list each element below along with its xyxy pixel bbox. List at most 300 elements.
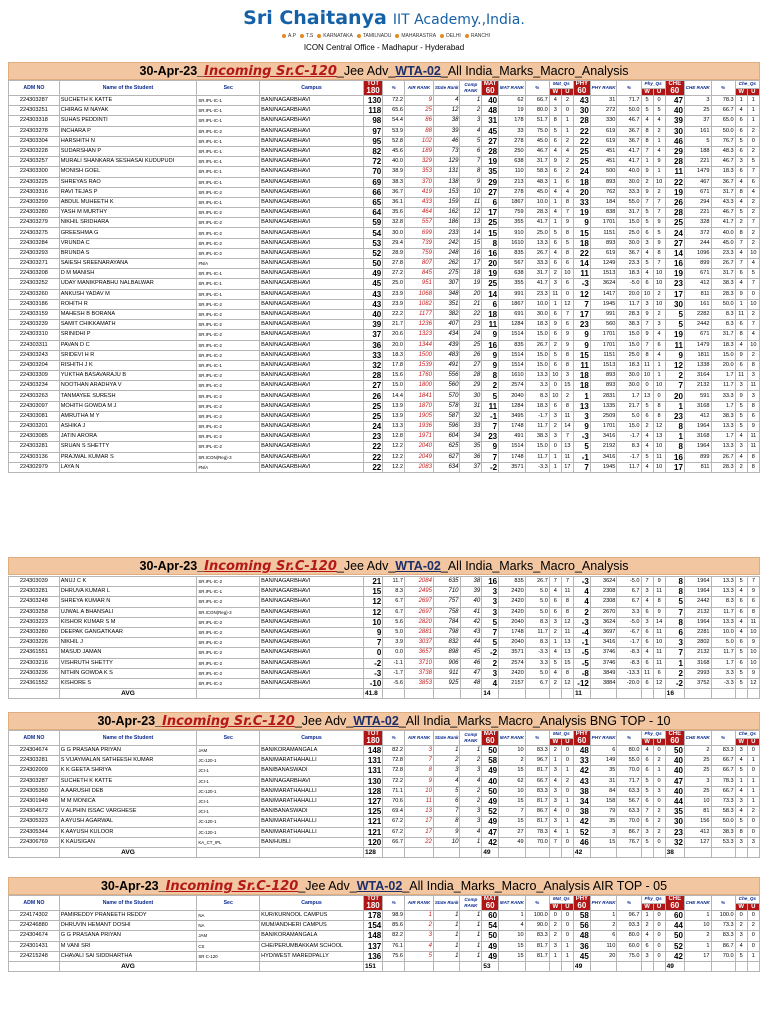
cell: 757 [433, 597, 460, 607]
cell: 66.7 [711, 106, 735, 116]
student-row [9, 96, 760, 106]
cell: 0 [561, 837, 573, 847]
cell: 4 [735, 248, 747, 258]
cell: SR.IPL-IC-2 [197, 648, 260, 658]
cell: 634 [433, 462, 460, 472]
cell: 22 [573, 126, 590, 136]
cell: 5 [735, 401, 747, 411]
cell: 18.3 [711, 340, 735, 350]
cell: 23 [665, 827, 684, 837]
cell: 42 [482, 837, 499, 847]
cell: 11.7 [711, 381, 735, 391]
cell: 0 [747, 766, 759, 776]
cell: 40 [665, 766, 684, 776]
cell: 49 [482, 766, 499, 776]
cell: 0 [549, 911, 561, 921]
cell: 26 [460, 350, 482, 360]
cell: 491 [499, 432, 526, 442]
cell: 8 [561, 228, 573, 238]
cell: 19 [573, 208, 590, 218]
cell: 47 [665, 96, 684, 106]
col-mat [482, 896, 499, 911]
cell: SHREYAS RAO [59, 177, 197, 187]
cell: 1 [460, 921, 482, 931]
cell: 13 [653, 432, 665, 442]
cell: 66.7 [711, 756, 735, 766]
cell: 3 [482, 668, 499, 678]
cell: 15.0 [617, 422, 641, 432]
cell: 464 [404, 208, 433, 218]
cell: 4 [641, 597, 653, 607]
cell: 7 [549, 577, 561, 587]
cell: 32.8 [383, 218, 405, 228]
cell: 25.0 [617, 228, 641, 238]
cell: BAN/NAGARBHAVI [260, 136, 364, 146]
cell: 38.3 [525, 432, 549, 442]
cell: 3 [735, 157, 747, 167]
col-tot-max: 180 [366, 86, 380, 95]
cell: 2802 [684, 638, 711, 648]
cell: -8 [573, 668, 590, 678]
cell: 7 [747, 320, 759, 330]
cell: 50.0 [711, 817, 735, 827]
cell: 9 [653, 607, 665, 617]
cell: 951 [404, 279, 433, 289]
col-che-max: 60 [670, 736, 680, 745]
cell: SR.ICON(Reg)-3 [197, 452, 260, 462]
cell: 224303248 [9, 597, 60, 607]
cell: 6 [590, 931, 617, 941]
cell: 5 [735, 668, 747, 678]
cell: 22 [363, 462, 382, 472]
cell: BAN/NAGARBHAVI [260, 452, 364, 462]
cell: BAN/NAGARBHAVI [260, 638, 364, 648]
cell: 50 [363, 259, 382, 269]
cell: 33 [573, 756, 590, 766]
cell: 27 [363, 381, 382, 391]
cell: BAN/NAGARBHAVI [260, 422, 364, 432]
cell: 224303085 [9, 432, 60, 442]
cell: 30 [665, 126, 684, 136]
cell: 2 [549, 746, 561, 756]
cell: 13.9 [383, 401, 405, 411]
cell: 12.2 [383, 452, 405, 462]
col-phy-pct: % [617, 731, 641, 746]
cell: 28.3 [711, 462, 735, 472]
cell: 33 [363, 350, 382, 360]
cell: 58 [482, 756, 499, 766]
cell: SR.IPL-IC-2 [197, 401, 260, 411]
cell: 25.0 [383, 279, 405, 289]
cell: 224303251 [9, 106, 60, 116]
cell: -3 [573, 617, 590, 627]
cell: 31.7 [711, 330, 735, 340]
cell: 6 [641, 411, 653, 421]
cell: 491 [433, 360, 460, 370]
cell: 15.0 [525, 330, 549, 340]
cell: 9 [641, 187, 653, 197]
student-row [9, 360, 760, 370]
cell: 46 [665, 136, 684, 146]
cell: 38.3 [617, 320, 641, 330]
cell: 0 [747, 817, 759, 827]
cell: -12 [573, 678, 590, 688]
cell: 43 [573, 776, 590, 786]
student-row [9, 238, 760, 248]
cell: BAN/BANASWADI [260, 766, 364, 776]
cell: 186 [433, 218, 460, 228]
cell: 11 [549, 289, 561, 299]
cell: A AARUSHI DEB [59, 786, 197, 796]
cell: 7 [482, 422, 499, 432]
cell: 3697 [590, 627, 617, 637]
cell: 49 [482, 951, 499, 961]
state-dot-icon [465, 34, 469, 38]
cell: GREESHMA G [59, 228, 197, 238]
cell: K K GEETA SHRIYA [59, 766, 197, 776]
cell: 40 [665, 106, 684, 116]
avg-empty [561, 689, 573, 699]
cell: 3853 [404, 678, 433, 688]
cell: 8 [735, 228, 747, 238]
cell: 2 [747, 197, 759, 207]
cell: 5 [735, 951, 747, 961]
cell: 11 [561, 627, 573, 637]
cell: 100.0 [711, 911, 735, 921]
cell: 8 [549, 116, 561, 126]
cell: 5 [665, 597, 684, 607]
col-phy-label: PHY [575, 896, 589, 902]
cell: 2281 [684, 627, 711, 637]
cell: 4 [460, 776, 482, 786]
cell: 4 [482, 678, 499, 688]
col-name: Name of the Student [59, 896, 197, 911]
cell: 3571 [499, 462, 526, 472]
cell: 10 [653, 299, 665, 309]
cell: 82.2 [383, 931, 405, 941]
cell: 38 [460, 577, 482, 587]
cell: 0.0 [383, 648, 405, 658]
cell: 7 [460, 157, 482, 167]
cell: 38.3 [711, 827, 735, 837]
cell: 4 [499, 921, 526, 931]
cell: 8 [404, 766, 433, 776]
cell: 3 [433, 766, 460, 776]
cell: 17 [482, 208, 499, 218]
cell: SR.IPL-IC-1 [197, 177, 260, 187]
student-row [9, 279, 760, 289]
col-che-max: 60 [670, 86, 680, 95]
avg-empty [433, 961, 460, 971]
cell: 10 [747, 658, 759, 668]
cell: 1811 [684, 350, 711, 360]
cell: 224303257 [9, 157, 60, 167]
cell: 899 [684, 452, 711, 462]
avg-empty [711, 689, 735, 699]
cell: 71.7 [617, 776, 641, 786]
avg-che: 38 [665, 847, 684, 857]
cell: 2 [590, 921, 617, 931]
student-row [9, 269, 760, 279]
cell: 33.3 [617, 187, 641, 197]
cell: 15.0 [711, 350, 735, 360]
cell: 12 [363, 607, 382, 617]
cell: 1748 [499, 627, 526, 637]
cell: 0 [653, 746, 665, 756]
cell: 9 [482, 360, 499, 370]
cell: 18.3 [525, 401, 549, 411]
student-row [9, 422, 760, 432]
cell: 11.7 [711, 648, 735, 658]
cell: 2420 [499, 668, 526, 678]
cell: 0 [747, 941, 759, 951]
cell: 9 [573, 340, 590, 350]
cell: 58.3 [711, 807, 735, 817]
col-state-rank: State Rank [433, 896, 460, 911]
cell: 6 [653, 340, 665, 350]
cell: 65.0 [711, 116, 735, 126]
cell: SR.IPL-IC-2 [197, 187, 260, 197]
cell: 5 [641, 776, 653, 786]
cell: SR.IPL-IC-2 [197, 381, 260, 391]
cell: SR.IPL-IC-1 [197, 360, 260, 370]
state-name: KARNATAKA [323, 33, 353, 39]
cell: 8 [665, 442, 684, 452]
cell: MONISH GOEL [59, 167, 197, 177]
cell: 22 [404, 837, 433, 847]
cell: 66.7 [711, 766, 735, 776]
cell: 14 [482, 289, 499, 299]
cell: 1.7 [711, 658, 735, 668]
cell: 224303310 [9, 330, 60, 340]
cell: 19 [665, 330, 684, 340]
cell: 4 [641, 116, 653, 126]
cell: 40 [665, 786, 684, 796]
cell: 1 [561, 116, 573, 126]
cell: 15.0 [525, 360, 549, 370]
cell: 26.7 [711, 259, 735, 269]
cell: -1.7 [383, 668, 405, 678]
cell: 11 [460, 197, 482, 207]
cell: 35.6 [383, 208, 405, 218]
avg-empty [260, 961, 364, 971]
cell: 1284 [499, 401, 526, 411]
cell: JC-120-1 [197, 827, 260, 837]
cell: SR.IPL-IC-2 [197, 208, 260, 218]
cell: 16 [482, 577, 499, 587]
cell: 221 [684, 157, 711, 167]
avg-label: AVG [59, 961, 197, 971]
cell: 1514 [499, 330, 526, 340]
report-title-air-top: 30-Apr-23_Incoming Sr.C-120_Jee Adv_WTA-02_All India_Marks_Macro_Analysis AIR TOP - 05 [8, 877, 760, 895]
cell: 0 [561, 786, 573, 796]
cell: 25 [404, 106, 433, 116]
col-name: Name of the Student [59, 81, 197, 96]
cell: 10 [363, 617, 382, 627]
cell: 807 [404, 259, 433, 269]
cell: 80.0 [525, 106, 549, 116]
cell: 2 [482, 658, 499, 668]
cell: BAN/NAGARBHAVI [260, 320, 364, 330]
cell: 224303228 [9, 146, 60, 156]
cell: PAVAN D C [59, 340, 197, 350]
cell: 2 [549, 921, 561, 931]
cell: 21 [460, 299, 482, 309]
cell: 50.0 [711, 126, 735, 136]
student-row [9, 432, 760, 442]
cell: 39 [460, 587, 482, 597]
cell: 41.7 [711, 218, 735, 228]
cell: 6 [549, 401, 561, 411]
state-name: T.S [306, 33, 314, 39]
cell: 83.3 [525, 746, 549, 756]
cell: 5 [747, 269, 759, 279]
cell: 7 [433, 807, 460, 817]
cell: 5 [549, 658, 561, 668]
cell: 11 [747, 442, 759, 452]
student-row [9, 381, 760, 391]
col-sec: Sec [197, 81, 260, 96]
cell: 1964 [684, 587, 711, 597]
cell: 3 [735, 837, 747, 847]
student-row [9, 442, 760, 452]
cell: 19 [482, 157, 499, 167]
cell: 6 [735, 116, 747, 126]
cell: 419 [404, 187, 433, 197]
col-phy [573, 81, 590, 96]
cell: 15.6 [383, 371, 405, 381]
cell: 81.7 [525, 951, 549, 961]
cell: 120 [363, 837, 382, 847]
cell: 5.0 [617, 411, 641, 421]
cell: 6 [641, 228, 653, 238]
cell: 483 [433, 350, 460, 360]
cell: 2 [561, 167, 573, 177]
cell: BAN/NAGARBHAVI [260, 577, 364, 587]
col-phy-unattempted: U [653, 88, 665, 96]
cell: BAN/BANASWADI [260, 807, 364, 817]
col-air-rank: AIR RANK [404, 896, 433, 911]
cell: BAN/NAGARBHAVI [260, 648, 364, 658]
cell: 7 [641, 577, 653, 587]
cell: 2083 [404, 462, 433, 472]
cell: 38 [573, 786, 590, 796]
col-mat-wrong: W [549, 903, 561, 911]
cell: 224303226 [9, 638, 60, 648]
cell: 1 [561, 796, 573, 806]
cell: 13 [561, 648, 573, 658]
cell: 4 [433, 776, 460, 786]
state-dot-icon [395, 34, 399, 38]
cell: SUCHETH K KATTE [59, 96, 197, 106]
cell: 1 [404, 911, 433, 921]
cell: 9 [482, 442, 499, 452]
cell: 10 [747, 340, 759, 350]
cell: 3 [684, 96, 711, 106]
cell: 43 [573, 96, 590, 106]
cell: 10 [460, 187, 482, 197]
cell: 1.7 [711, 371, 735, 381]
cell: 3 [482, 587, 499, 597]
cell: 3495 [499, 411, 526, 421]
cell: 70.0 [525, 837, 549, 847]
cell: 72.2 [383, 776, 405, 786]
cell: 10.0 [711, 627, 735, 637]
cell: 54 [363, 228, 382, 238]
cell: 910 [499, 228, 526, 238]
cell: 3164 [684, 371, 711, 381]
cell: 11 [735, 371, 747, 381]
cell: BAN/NAGARBHAVI [260, 238, 364, 248]
cell: KA_CT_IPL [197, 837, 260, 847]
cell: 8 [747, 462, 759, 472]
cell: 1151 [590, 350, 617, 360]
cell: 82 [363, 146, 382, 156]
cell: 7 [561, 309, 573, 319]
avg-empty [433, 847, 460, 857]
cell: 28 [482, 146, 499, 156]
cell: 10 [404, 786, 433, 796]
cell: 1964 [684, 577, 711, 587]
cell: 1748 [499, 452, 526, 462]
cell: 9 [549, 157, 561, 167]
cell: 149 [590, 756, 617, 766]
cell: 4 [735, 941, 747, 951]
student-row [9, 462, 760, 472]
cell: 2 [747, 228, 759, 238]
cell: K AAYUSH KULOOR [59, 827, 197, 837]
avg-empty [9, 689, 60, 699]
cell: 65.6 [383, 106, 405, 116]
avg-empty [561, 847, 573, 857]
cell: 42 [573, 766, 590, 776]
cell: 6 [561, 177, 573, 187]
cell: 8.3 [525, 617, 549, 627]
cell: CHIRAG M NAYAK [59, 106, 197, 116]
cell: 1 [460, 837, 482, 847]
cell: 1151 [590, 228, 617, 238]
cell: 4 [549, 187, 561, 197]
cell: 81.7 [525, 796, 549, 806]
student-row [9, 177, 760, 187]
cell: 6 [549, 259, 561, 269]
cell: G G PRASANA PRIYAN [59, 931, 197, 941]
cell: 9 [735, 391, 747, 401]
cell: 62 [499, 776, 526, 786]
cell: 19 [482, 269, 499, 279]
col-tot-max: 180 [366, 736, 380, 745]
cell: 278 [499, 136, 526, 146]
cell: 224303300 [9, 167, 60, 177]
cell: 26.7 [525, 340, 549, 350]
cell: 8.3 [711, 309, 735, 319]
cell: 26 [665, 197, 684, 207]
cell: -3 [573, 279, 590, 289]
cell: 4 [653, 350, 665, 360]
cell: BRUNDA S [59, 248, 197, 258]
student-row [9, 796, 760, 806]
cell: 45.0 [711, 238, 735, 248]
cell: 1867 [499, 197, 526, 207]
avg-empty [735, 961, 747, 971]
cell: BAN/NAGARBHAVI [260, 208, 364, 218]
cell: INCHARA P [59, 126, 197, 136]
col-phy-pct: % [617, 896, 641, 911]
cell: 17 [561, 462, 573, 472]
cell: 4 [735, 177, 747, 187]
cell: SR.IPL-IC-1 [197, 197, 260, 207]
cell: SR.IPL-IC-2 [197, 228, 260, 238]
